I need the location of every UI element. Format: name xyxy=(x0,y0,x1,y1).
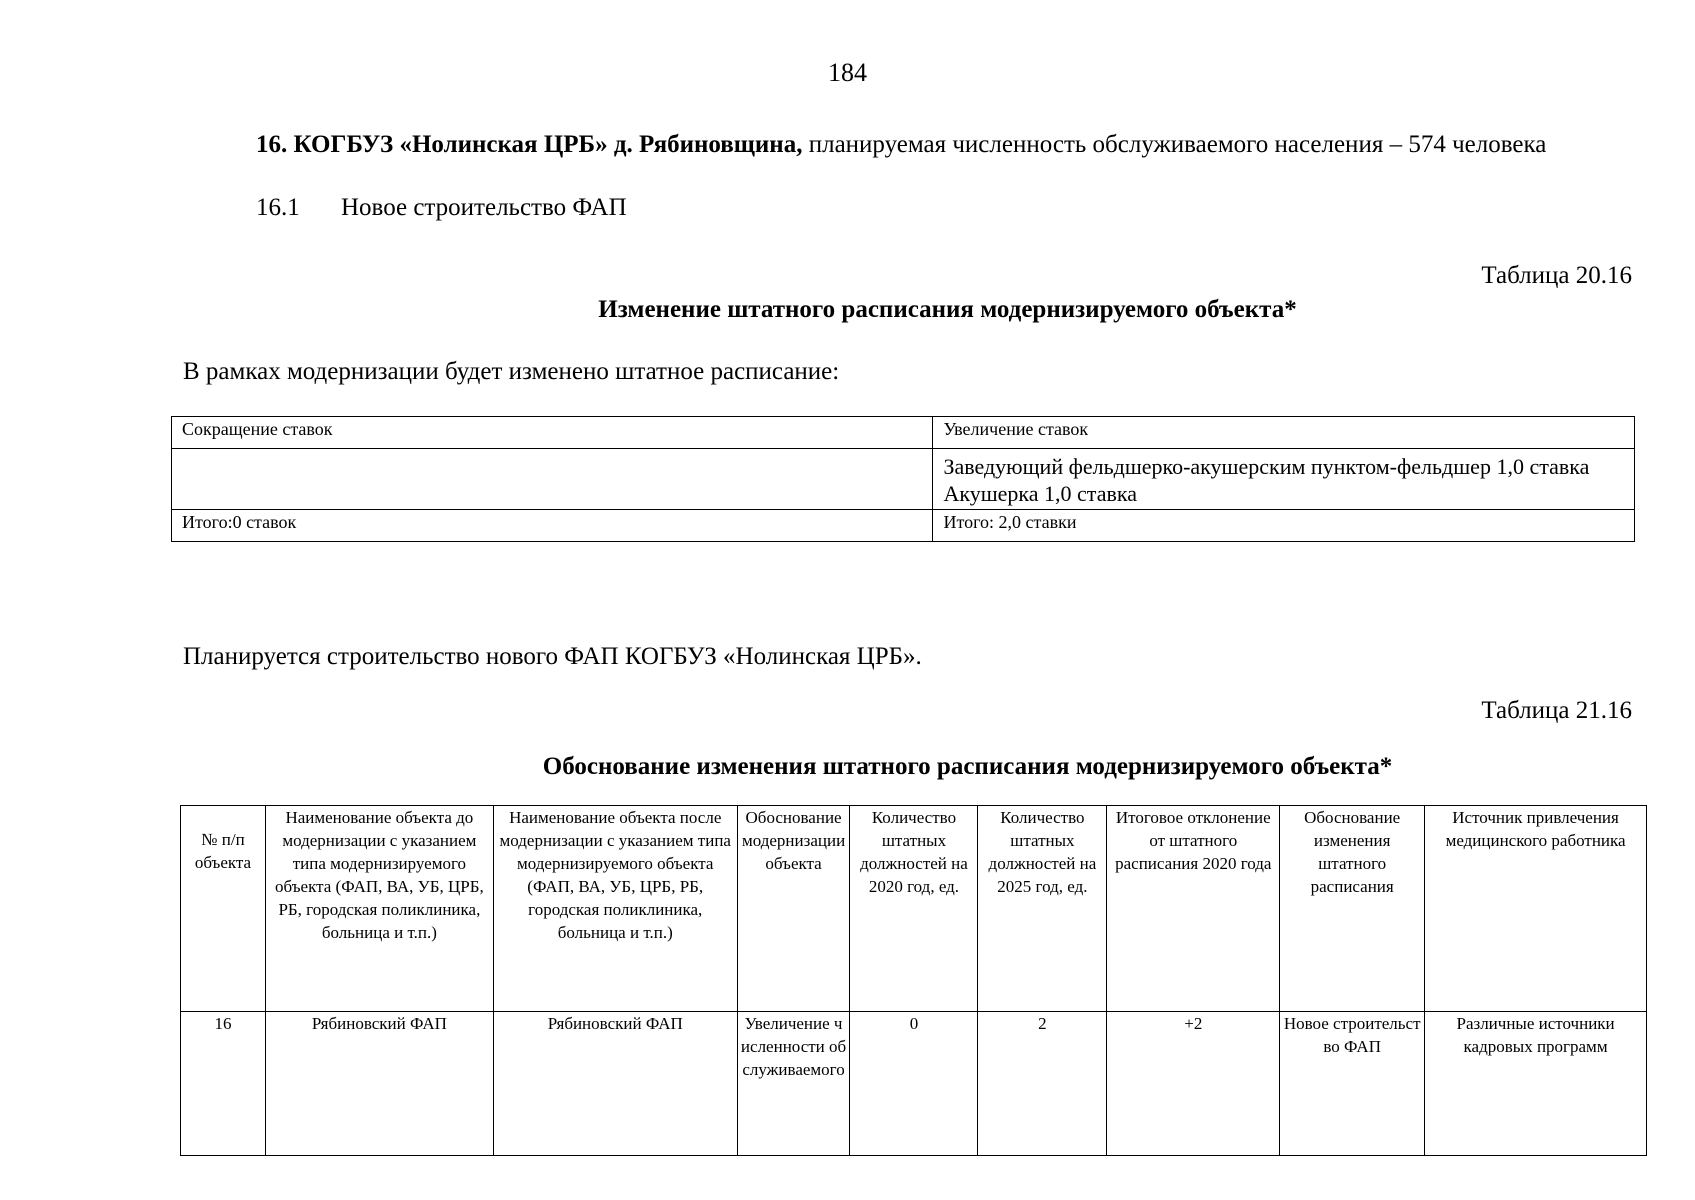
header-cell: Итоговое отклонение от штатного расписания 2020 года xyxy=(1107,806,1280,1012)
header-cell: № п/п объекта xyxy=(181,806,266,1012)
construction-paragraph: Планируется строительство нового ФАП КОГБУЗ «Нолинская ЦРБ». xyxy=(183,643,922,670)
section-heading-text: планируемая численность обслуживаемого населения – 574 человека xyxy=(802,131,1547,158)
table1-title: Изменение штатного расписания модернизируемого объекта* xyxy=(598,296,1297,323)
col-increase-header: Увеличение ставок xyxy=(933,417,1635,449)
justification-table xyxy=(180,805,1647,1156)
table-cell: 16 xyxy=(181,1012,266,1156)
col-reduce-header: Сокращение ставок xyxy=(172,417,933,449)
table1-intro: В рамках модернизации будет изменено штатное расписание: xyxy=(183,358,840,385)
subsection-number: 16.1 xyxy=(256,194,300,221)
reduce-items xyxy=(172,449,933,510)
header-cell: Обоснование модернизации объекта xyxy=(737,806,850,1012)
page-number: 184 xyxy=(828,58,867,87)
staffing-change-table xyxy=(171,416,1635,542)
table-cell: Различные источники кадровых программ xyxy=(1425,1012,1647,1156)
subsection-heading xyxy=(256,194,627,222)
table-row xyxy=(181,1012,1647,1156)
table-row xyxy=(172,449,1635,510)
header-cell: Наименование объекта до модернизации с указанием типа модернизируемого объекта (ФАП, ВА, УБ, ЦРБ, РБ, городская поликлиника, больница и т.п.) xyxy=(265,806,493,1012)
table-cell: 0 xyxy=(850,1012,978,1156)
table-cell: Рябиновский ФАП xyxy=(493,1012,737,1156)
subsection-text: Новое строительство ФАП xyxy=(341,194,627,221)
table-row xyxy=(172,510,1635,542)
table-cell: Новое строительство ФАП xyxy=(1280,1012,1425,1156)
header-cell: Источник привлечения медицинского работника xyxy=(1425,806,1647,1012)
increase-item: Акушерка 1,0 ставка xyxy=(943,481,1137,506)
table-cell: +2 xyxy=(1107,1012,1280,1156)
section-heading-bold: 16. КОГБУЗ «Нолинская ЦРБ» д. Рябиновщина, xyxy=(256,131,803,158)
table2-label: Таблица 21.16 xyxy=(1481,697,1632,724)
table-cell: Увеличение численности обслуживаемого xyxy=(737,1012,850,1156)
increase-items xyxy=(933,449,1635,510)
total-increase: Итого: 2,0 ставки xyxy=(933,510,1635,542)
table-row xyxy=(172,417,1635,449)
table-header-row xyxy=(181,806,1647,1012)
table1-label: Таблица 20.16 xyxy=(1481,262,1632,289)
header-cell: Обоснование изменения штатного расписания xyxy=(1280,806,1425,1012)
section-heading xyxy=(183,128,1633,161)
table2-title: Обоснование изменения штатного расписания модернизируемого объекта* xyxy=(542,753,1393,780)
header-cell: Наименование объекта после модернизации с указанием типа модернизируемого объекта (ФАП, ВА, УБ, ЦРБ, РБ, городская поликлиника, больница и т.п.) xyxy=(493,806,737,1012)
total-reduce: Итого:0 ставок xyxy=(172,510,933,542)
header-cell: Количество штатных должностей на 2025 год, ед. xyxy=(978,806,1107,1012)
increase-item: Заведующий фельдшерко-акушерским пунктом-фельдшер 1,0 ставка xyxy=(943,454,1590,479)
header-cell: Количество штатных должностей на 2020 год, ед. xyxy=(850,806,978,1012)
table-cell: Рябиновский ФАП xyxy=(265,1012,493,1156)
table-cell: 2 xyxy=(978,1012,1107,1156)
